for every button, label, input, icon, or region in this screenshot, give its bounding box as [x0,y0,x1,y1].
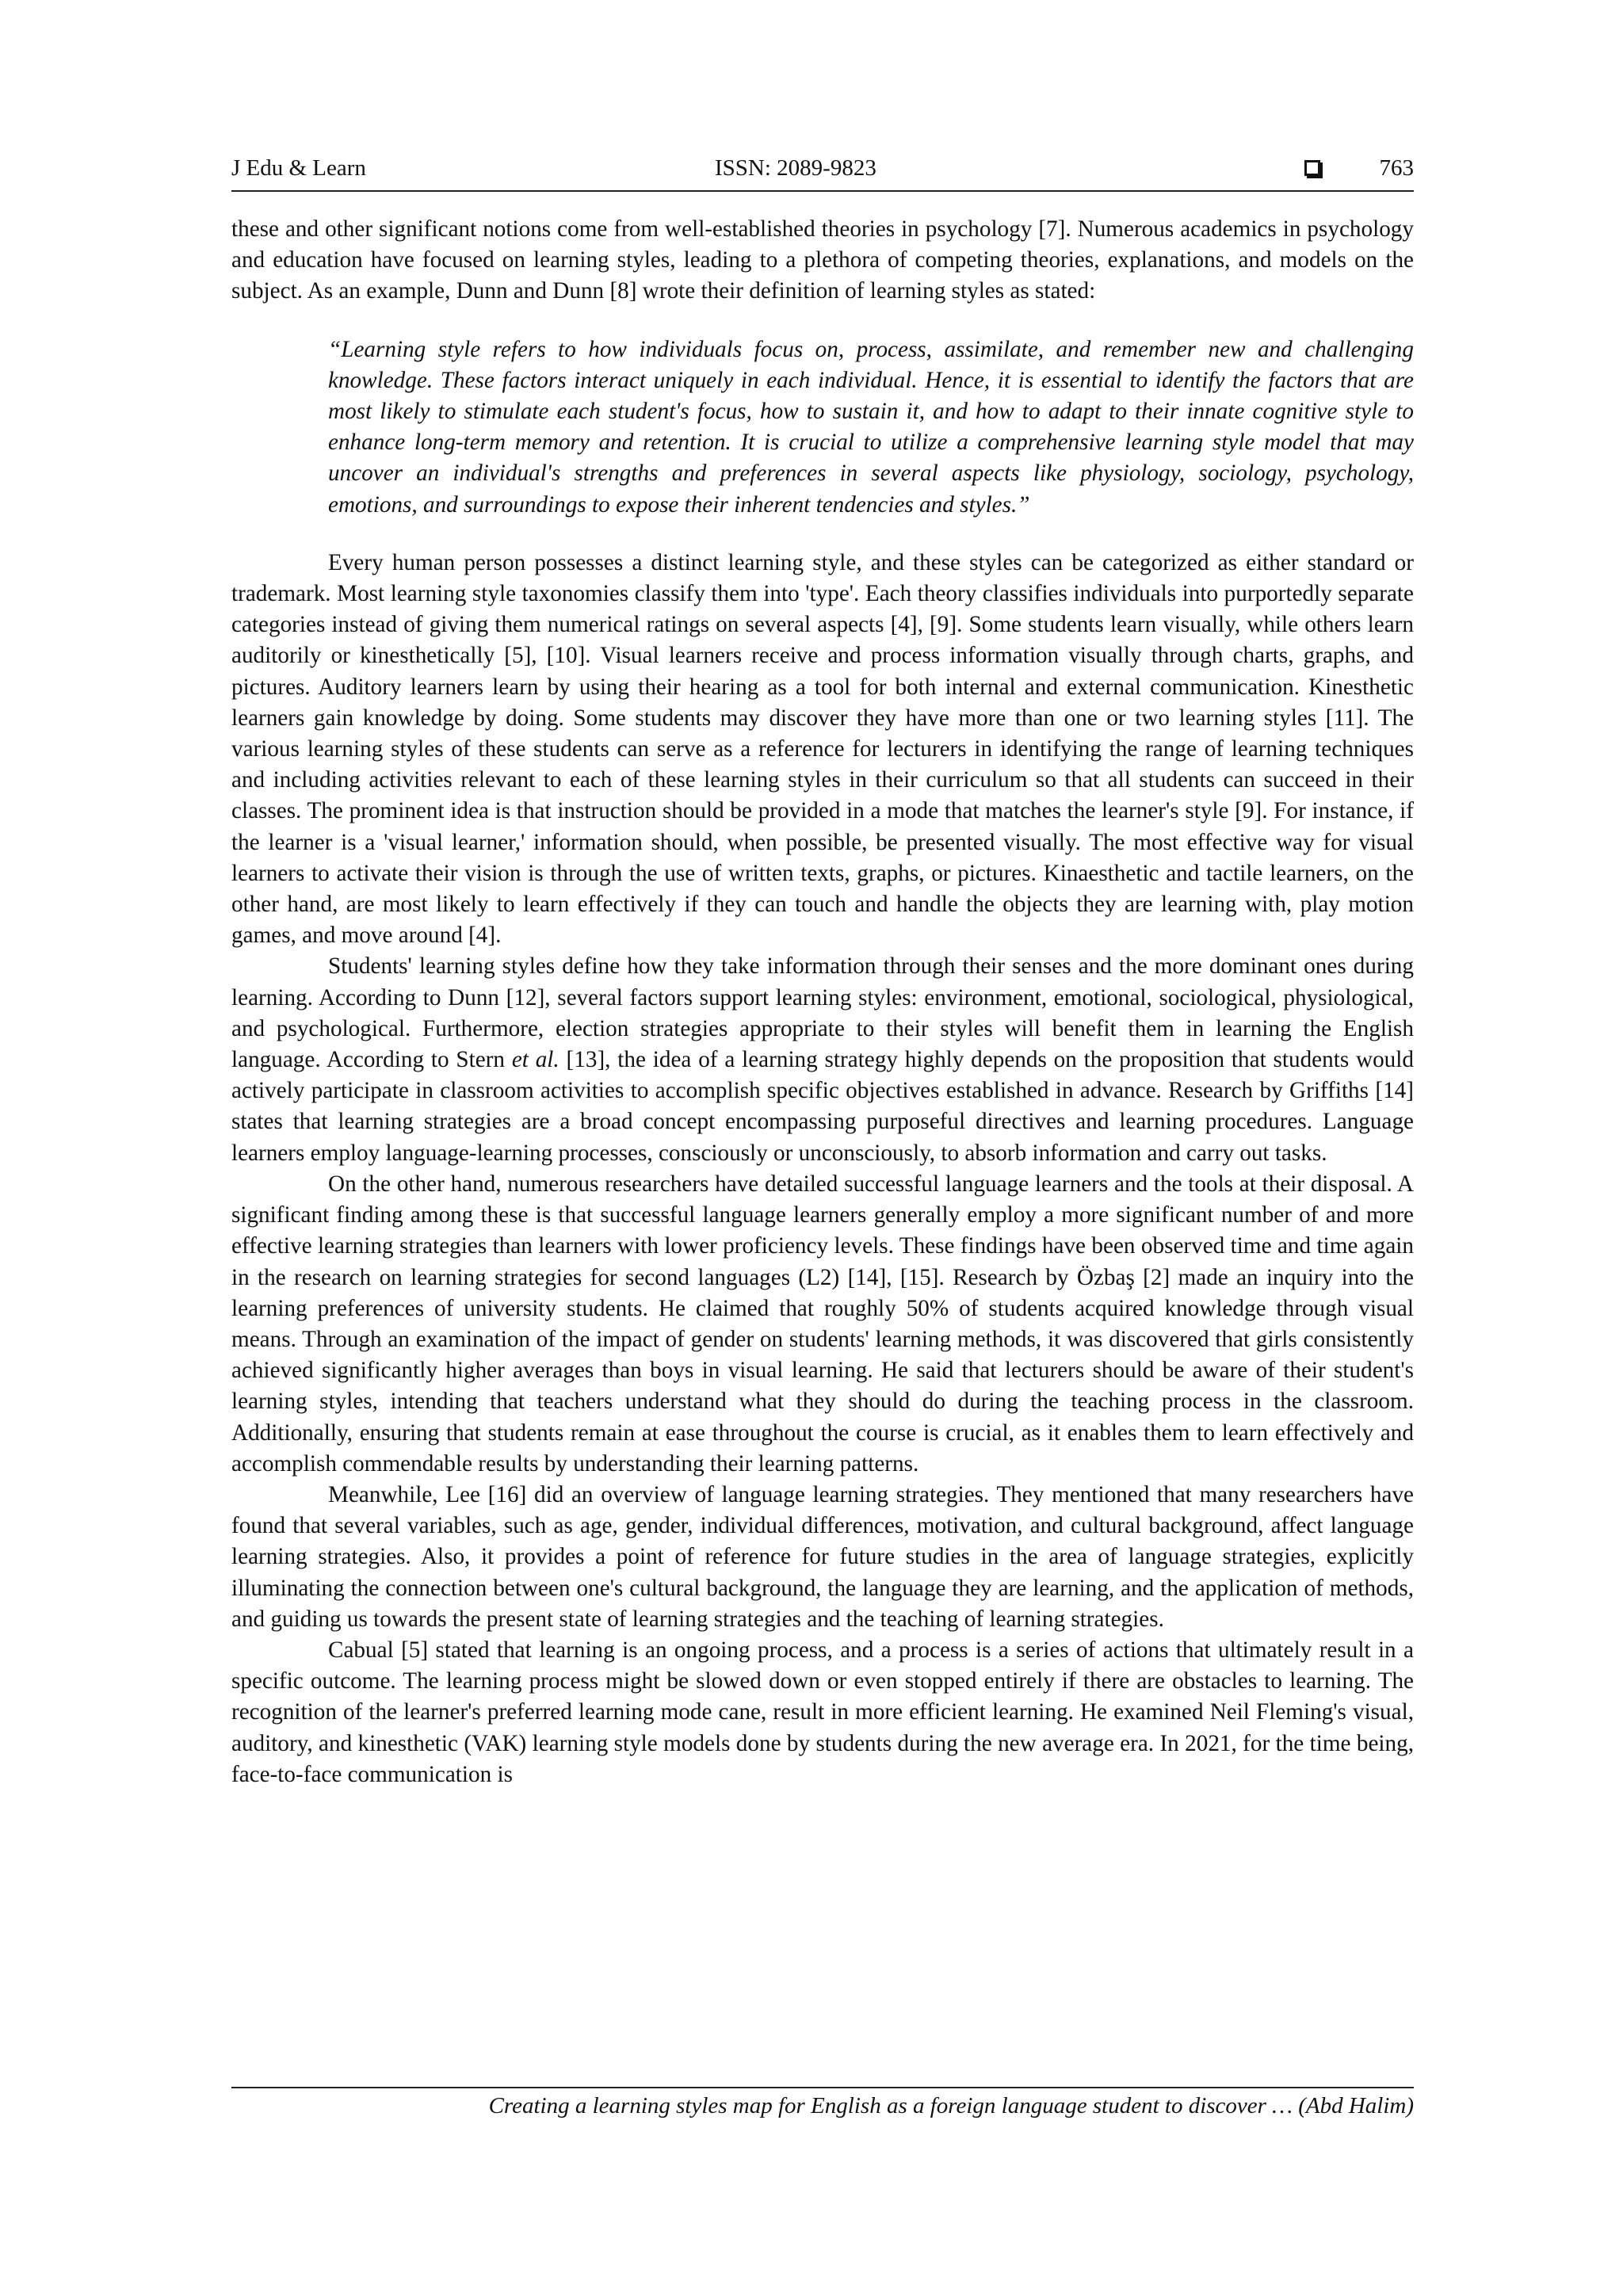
paragraph-4: On the other hand, numerous researchers have detailed successful language learners and the tools at their disposal. A significant finding among these is that successful language learners generally employ a more significant number of and more effective learning strategies than learners with lower proficiency levels. These findings have been observed time and time again in the research on learning strategies for second languages (L2) [14], [15]. Research by Özbaş [2] made an inquiry into the learning preferences of university students. He claimed that roughly 50% of students acquired knowledge through visual means. Through an examination of the impact of gender on students' learning methods, it was discovered that girls consistently achieved significantly higher averages than boys in visual learning. He said that lecturers should be aware of their student's learning styles, intending that teachers understand what they should do during the teaching process in the classroom. Additionally, ensuring that students remain at ease throughout the course is crucial, as it enables them to learn effectively and accomplish commendable results by understanding their learning patterns. [231,1171,1414,1477]
paragraph-3-part-2: [13], the idea of a learning strategy highly depends on the proposition that students would actively participate in classroom activities to accomplish specific objectives established in advance. Research by Griffiths [14] states that learning strategies are a broad concept encompassing purposeful directives and learning procedures. Language learners employ language-learning processes, consciously or unconsciously, to absorb information and carry out tasks. [231,1047,1414,1166]
paragraph-3-part-1: Students' learning styles define how they take information through their senses and the more dominant ones during learning. According to Dunn [12], several factors support learning styles: environment, emotional, sociological, physiological, and psychological. Furthermore, election strategies appropriate to their styles will benefit them in learning the English language. According to Stern [231,953,1414,1073]
paragraph-3-etal: et al. [511,1047,559,1073]
running-title: Creating a learning styles map for English as a foreign language student to discover … (Abd Halim) [488,2093,1414,2118]
paragraph-3 [231,951,1414,1168]
issn-number: ISSN: 2089-9823 [715,155,876,181]
paragraph-6: Cabual [5] stated that learning is an ongoing process, and a process is a series of actions that ultimately result in a specific outcome. The learning process might be slowed down or even stopped entirely if there are obstacles to learning. The recognition of the learner's preferred learning mode cane, result in more efficient learning. He examined Neil Fleming's visual, auditory, and kinesthetic (VAK) learning style models done by students during the new average era. In 2021, for the time being, face-to-face communication is [231,1637,1414,1787]
box-icon [1304,160,1320,176]
body-text [231,214,1414,1790]
page-footer [231,2087,1414,2119]
page-number: 763 [1379,155,1414,181]
paragraph-1: these and other significant notions come from well-established theories in psychology [7]. Numerous academics in psychology and education have focused on learning styles, leading to a plethora of competing theories, explanations, and models on the subject. As an example, Dunn and Dunn [8] wrote their definition of learning styles as stated: [231,216,1414,304]
journal-name: J Edu & Learn [231,155,366,181]
document-page [231,0,1414,2296]
paragraph-5: Meanwhile, Lee [16] did an overview of language learning strategies. They mentioned that many researchers have found that several variables, such as age, gender, individual differences, motivation, and cultural background, affect language learning strategies. Also, it provides a point of reference for future studies in the area of language strategies, explicitly illuminating the connection between one's cultural background, the language they are learning, and the application of methods, and guiding us towards the present state of learning strategies and the teaching of learning strategies. [231,1481,1414,1632]
page-header [231,155,1414,192]
block-quote: “Learning style refers to how individuals focus on, process, assimilate, and remember new and challenging knowledge. These factors interact uniquely in each individual. Hence, it is essential to identify the factors that are most likely to stimulate each student's focus, how to sustain it, and how to adapt to their innate cognitive style to enhance long-term memory and retention. It is crucial to utilize a comprehensive learning style model that may uncover an individual's strengths and preferences in several aspects like physiology, sociology, psychology, emotions, and surroundings to expose their inherent tendencies and styles.” [328,336,1414,518]
paragraph-2: Every human person possesses a distinct learning style, and these styles can be categorized as either standard or trademark. Most learning style taxonomies classify them into 'type'. Each theory classifies individuals into purportedly separate categories instead of giving them numerical ratings on several aspects [4], [9]. Some students learn visually, while others learn auditorily or kinesthetically [5], [10]. Visual learners receive and process information visually through charts, graphs, and pictures. Auditory learners learn by using their hearing as a tool for both internal and external communication. Kinesthetic learners gain knowledge by doing. Some students may discover they have more than one or two learning styles [11]. The various learning styles of these students can serve as a reference for lecturers in identifying the range of learning techniques and including activities relevant to each of these learning styles in their curriculum so that all students can succeed in their classes. The prominent idea is that instruction should be provided in a mode that matches the learner's style [9]. For instance, if the learner is a 'visual learner,' information should, when possible, be presented visually. The most effective way for visual learners to activate their vision is through the use of written texts, graphs, or pictures. Kinaesthetic and tactile learners, on the other hand, are most likely to learn effectively if they can touch and handle the objects they are learning with, play motion games, and move around [4]. [231,549,1414,949]
